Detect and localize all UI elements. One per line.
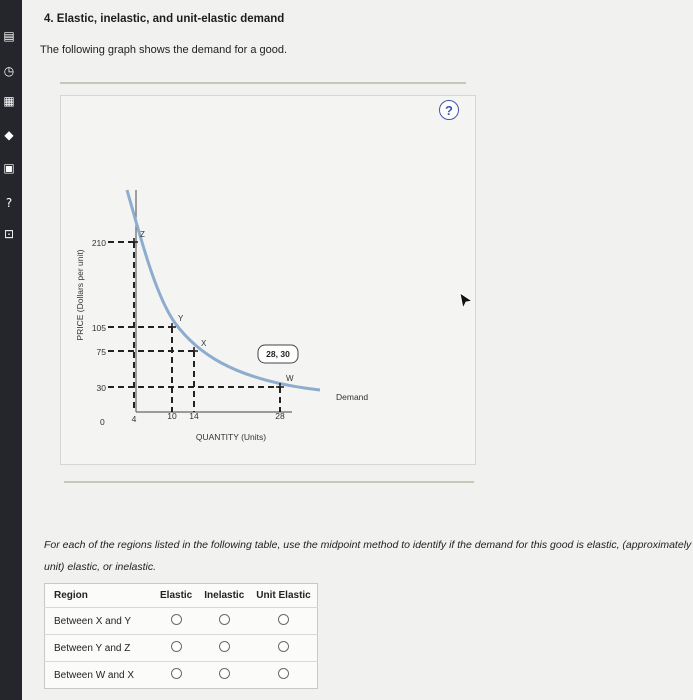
radio-x-y-inelastic[interactable] bbox=[219, 614, 230, 625]
radio-y-z-unit-elastic[interactable] bbox=[278, 641, 289, 652]
y-tick-30: 30 bbox=[96, 383, 106, 393]
calendar-icon[interactable]: ▦ bbox=[3, 94, 15, 108]
y-axis-label: PRICE (Dollars per unit) bbox=[75, 249, 85, 341]
radio-w-x-inelastic[interactable] bbox=[219, 668, 230, 679]
x-axis-label: QUANTITY (Units) bbox=[195, 432, 267, 442]
divider-top bbox=[60, 82, 466, 84]
clock-icon[interactable]: ◷ bbox=[3, 64, 15, 78]
header-region: Region bbox=[54, 590, 88, 601]
radio-x-y-unit-elastic[interactable] bbox=[278, 614, 289, 625]
y-tick-75: 75 bbox=[96, 347, 106, 357]
inbox-icon[interactable]: ⊡ bbox=[3, 227, 15, 241]
radio-y-z-inelastic[interactable] bbox=[219, 641, 230, 652]
help-circle-icon[interactable]: ? bbox=[5, 196, 13, 210]
y-tick-105: 105 bbox=[91, 323, 106, 333]
demand-curve-label: Demand bbox=[336, 392, 369, 402]
demand-graph bbox=[60, 95, 474, 463]
app-sidebar bbox=[0, 0, 22, 700]
table-row bbox=[45, 635, 318, 662]
instructions-text: For each of the regions listed in the following table, use the midpoint method to identify if the demand for this good is elastic, (approximately unit) elastic, or inelastic. bbox=[44, 539, 692, 573]
x-tick-4: 4 bbox=[131, 414, 137, 424]
radio-x-y-elastic[interactable] bbox=[171, 614, 182, 625]
tooltip-text: 28, 30 bbox=[266, 349, 290, 359]
radio-w-x-elastic[interactable] bbox=[171, 668, 182, 679]
x-tick-14: 14 bbox=[189, 411, 199, 421]
guide-lines bbox=[108, 242, 280, 412]
origin-label: 0 bbox=[100, 417, 105, 427]
radio-w-x-unit-elastic[interactable] bbox=[278, 668, 289, 679]
question-heading: 4. Elastic, inelastic, and unit-elastic demand bbox=[44, 13, 285, 25]
table-header-row bbox=[45, 584, 318, 608]
cap-icon[interactable]: ◆ bbox=[4, 128, 14, 142]
label-point-x: X bbox=[201, 339, 207, 348]
x-tick-10: 10 bbox=[167, 411, 177, 421]
point-markers bbox=[130, 238, 284, 391]
table-row bbox=[45, 662, 318, 689]
header-inelastic: Inelastic bbox=[204, 590, 245, 601]
y-tick-210: 210 bbox=[91, 238, 106, 248]
help-icon[interactable]: ? bbox=[439, 100, 459, 120]
row-label-x-y: Between X and Y bbox=[45, 608, 155, 635]
header-unit-elastic: Unit Elastic bbox=[256, 590, 311, 601]
label-point-y: Y bbox=[178, 314, 184, 323]
label-point-w: W bbox=[286, 374, 294, 383]
row-label-w-x: Between W and X bbox=[45, 662, 155, 689]
elasticity-table bbox=[44, 583, 318, 689]
x-tick-28: 28 bbox=[275, 411, 285, 421]
header-elastic: Elastic bbox=[160, 590, 193, 601]
briefcase-icon[interactable]: ▣ bbox=[3, 161, 15, 175]
table-row bbox=[45, 608, 318, 635]
notebook-icon[interactable]: ▤ bbox=[3, 29, 15, 43]
label-point-z: Z bbox=[140, 230, 145, 239]
question-intro: The following graph shows the demand for a good. bbox=[40, 44, 288, 56]
row-label-y-z: Between Y and Z bbox=[45, 635, 155, 662]
divider-bottom bbox=[64, 481, 474, 483]
mouse-cursor-icon bbox=[459, 292, 473, 310]
radio-y-z-elastic[interactable] bbox=[171, 641, 182, 652]
